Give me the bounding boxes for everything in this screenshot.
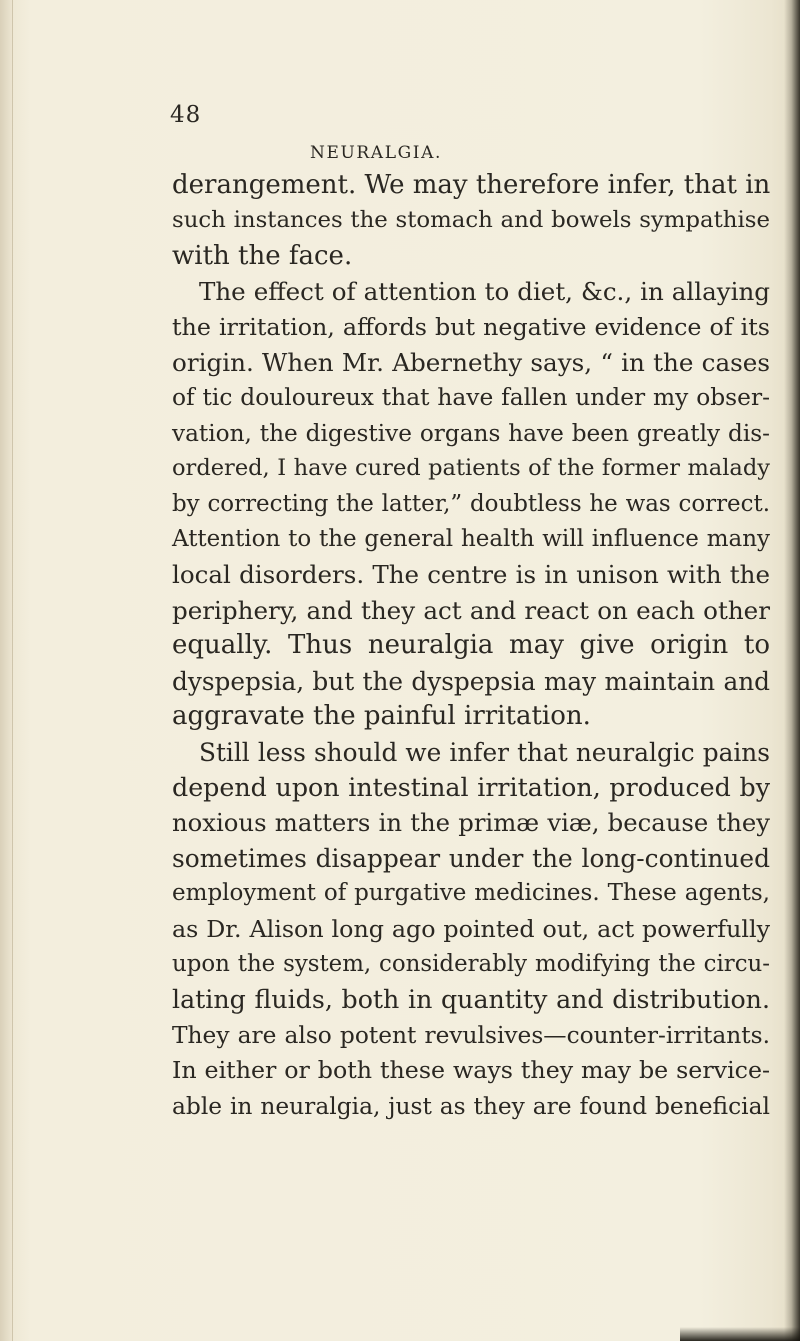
text-line: such instances the stomach and bowels sympathise [172,207,770,234]
text-line: derangement. We may therefore infer, that in [172,170,771,200]
text-line: In either or both these ways they may be service- [172,1056,770,1085]
text-line: The effect of attention to diet, &c., in allaying [199,277,770,307]
text-line: as Dr. Alison long ago pointed out, act powerfully [172,914,770,943]
text-line: periphery, and they act and react on each other [172,595,770,625]
text-line: equally. Thus neuralgia may give origin to [172,630,770,661]
text-line: lating fluids, both in quantity and distribution. [172,985,770,1015]
text-line: ordered, I have cured patients of the former malady [172,455,770,482]
page-corner-shadow [680,1327,800,1341]
running-head: NEURALGIA. [310,143,442,163]
text-line: of tic douloureux that have fallen under my obser- [172,383,770,412]
page-number: 48 [170,102,202,128]
text-line: aggravate the painful irritation. [172,701,591,732]
page-binding-edge [0,0,13,1341]
text-line: sometimes disappear under the long-continued [172,843,770,873]
text-line: noxious matters in the primæ viæ, because they [172,808,770,838]
text-line: with the face. [172,240,353,271]
text-line: upon the system, considerably modifying the circu- [172,950,770,977]
text-line: local disorders. The centre is in unison with the [172,560,770,590]
text-line: dyspepsia, but the dyspepsia may maintain and [172,666,770,696]
text-line: origin. When Mr. Abernethy says, “ in the cases [172,348,770,378]
body-text [172,168,770,1124]
text-line: vation, the digestive organs have been greatly dis- [172,419,770,447]
text-line: able in neuralgia, just as they are found beneficial [172,1091,770,1120]
text-line: Still less should we infer that neuralgic pains [199,737,770,767]
page-edge-shadow [784,0,800,1341]
text-line: depend upon intestinal irritation, produced by [172,771,770,802]
text-line: They are also potent revulsives—counter-irritants. [172,1021,770,1049]
text-line: by correcting the latter,” doubtless he was correct. [172,490,770,517]
text-line: employment of purgative medicines. These agents, [172,880,770,907]
text-line: the irritation, affords but negative evidence of its [172,312,770,341]
text-line: Attention to the general health will influence many [172,526,770,553]
